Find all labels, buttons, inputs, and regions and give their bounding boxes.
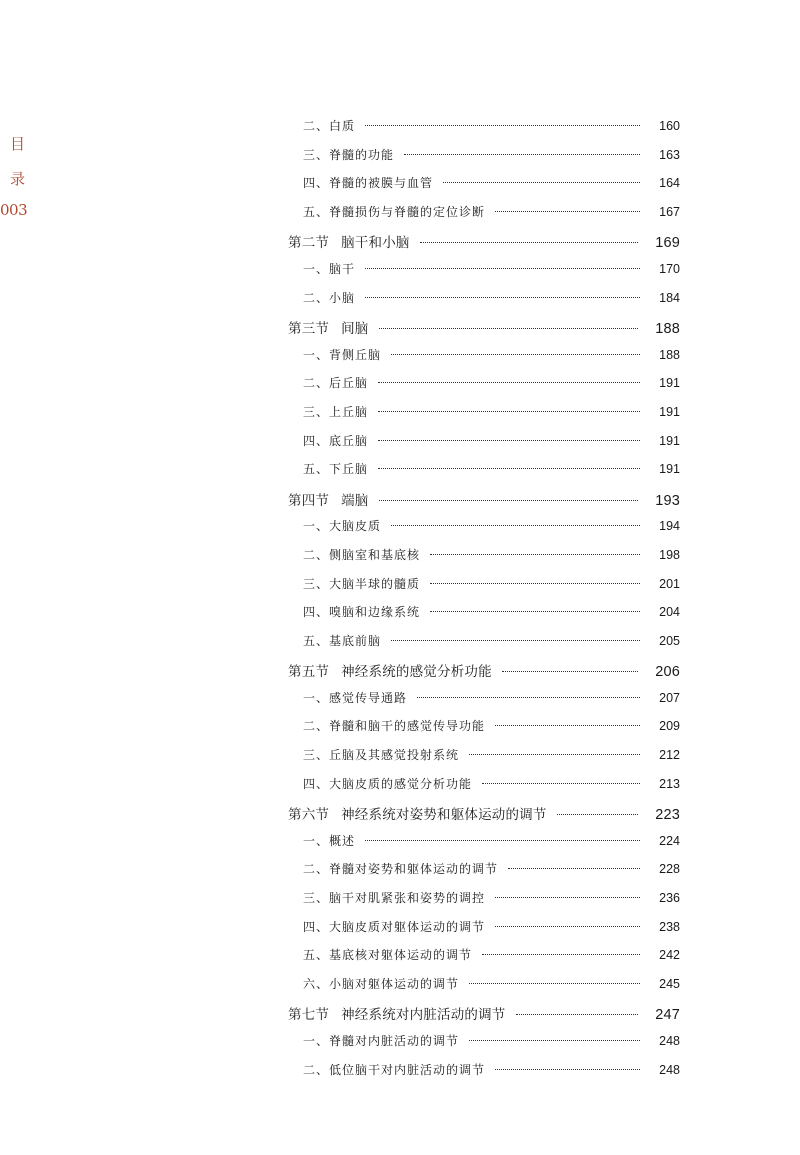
toc-page-number: 201 — [659, 576, 680, 591]
toc-page-number: 169 — [655, 235, 680, 252]
toc-section-title — [288, 231, 410, 251]
toc-leader-dots — [443, 182, 640, 183]
toc-item-row — [288, 689, 680, 718]
toc-leader-dots — [502, 671, 638, 672]
toc-leader-dots — [378, 411, 640, 412]
toc-item-row — [288, 117, 680, 146]
toc-item-row — [288, 632, 680, 661]
toc-item-title: 五、基底前脑 — [303, 633, 382, 648]
toc-leader-dots — [378, 382, 640, 383]
toc-item-row — [288, 403, 680, 432]
toc-page-number: 184 — [659, 290, 680, 305]
toc-item-title: 四、嗅脑和边缘系统 — [303, 605, 421, 620]
toc-item-row — [288, 889, 680, 918]
toc-section-row — [288, 489, 680, 518]
toc-item-title: 二、白质 — [303, 119, 356, 133]
toc-section-title — [288, 660, 492, 680]
toc-page-number: 212 — [659, 748, 680, 763]
toc-page-number: 191 — [659, 404, 680, 419]
toc-item-row — [288, 1061, 680, 1090]
page-number: 003 — [0, 201, 28, 219]
side-label-lu: 录 — [10, 170, 26, 188]
toc-item-title: 二、后丘脑 — [303, 376, 369, 391]
toc-leader-dots — [391, 354, 640, 355]
toc-leader-dots — [379, 500, 638, 501]
toc-leader-dots — [378, 468, 640, 469]
table-of-contents — [288, 117, 680, 1089]
toc-page-number: 160 — [659, 119, 680, 133]
toc-item-title: 三、丘脑及其感觉投射系统 — [303, 748, 460, 763]
toc-page-number: 213 — [659, 776, 680, 791]
toc-page-number: 207 — [659, 690, 680, 705]
toc-item-row — [288, 832, 680, 861]
toc-page-number: 164 — [659, 176, 680, 191]
toc-leader-dots — [495, 897, 640, 898]
side-label-mu: 目 — [10, 135, 26, 153]
toc-page-number: 248 — [659, 1034, 680, 1048]
toc-item-title: 四、大脑皮质的感觉分析功能 — [303, 776, 473, 791]
toc-item-row — [288, 460, 680, 489]
toc-item-row — [288, 289, 680, 318]
toc-section-name: 神经系统对内脏活动的调节 — [341, 1007, 506, 1024]
toc-section-name: 脑干和小脑 — [341, 235, 410, 252]
toc-page-number: 236 — [659, 891, 680, 906]
toc-leader-dots — [495, 926, 640, 927]
toc-leader-dots — [430, 554, 640, 555]
toc-page-number: 193 — [655, 492, 680, 509]
toc-leader-dots — [482, 954, 640, 955]
toc-item-title: 五、脊髓损伤与脊髓的定位诊断 — [303, 204, 486, 219]
toc-item-title: 一、概述 — [303, 833, 356, 848]
toc-section-name: 端脑 — [341, 492, 369, 509]
toc-leader-dots — [557, 814, 638, 815]
toc-item-row — [288, 860, 680, 889]
toc-page-number: 205 — [659, 633, 680, 648]
toc-section-name: 神经系统的感觉分析功能 — [341, 664, 492, 681]
toc-section-number: 第三节 — [288, 321, 330, 338]
toc-item-row — [288, 575, 680, 604]
toc-item-title: 二、低位脑干对内脏活动的调节 — [303, 1062, 486, 1077]
toc-section-number: 第四节 — [288, 492, 330, 509]
toc-section-title — [288, 803, 547, 823]
toc-item-row — [288, 346, 680, 375]
toc-page-number: 223 — [655, 807, 680, 824]
toc-item-title: 一、脊髓对内脏活动的调节 — [303, 1034, 460, 1048]
toc-item-title: 三、脑干对肌紧张和姿势的调控 — [303, 891, 486, 906]
toc-item-row — [288, 546, 680, 575]
toc-item-row — [288, 432, 680, 461]
toc-leader-dots — [430, 583, 640, 584]
toc-item-title: 六、小脑对躯体运动的调节 — [303, 976, 460, 991]
toc-item-row — [288, 374, 680, 403]
toc-item-title: 一、背侧丘脑 — [303, 347, 382, 362]
toc-page-number: 209 — [659, 719, 680, 734]
toc-item-row — [288, 1032, 680, 1061]
toc-page-number: 170 — [659, 261, 680, 276]
toc-leader-dots — [495, 1069, 640, 1070]
toc-section-row — [288, 660, 680, 689]
toc-item-row — [288, 517, 680, 546]
toc-item-title: 三、脊髓的功能 — [303, 147, 395, 162]
toc-item-row — [288, 717, 680, 746]
toc-page-number: 167 — [659, 204, 680, 219]
toc-item-title: 四、底丘脑 — [303, 433, 369, 448]
toc-item-title: 五、基底核对躯体运动的调节 — [303, 948, 473, 963]
toc-section-name: 间脑 — [341, 321, 369, 338]
toc-page-number: 242 — [659, 948, 680, 963]
toc-section-row — [288, 803, 680, 832]
toc-leader-dots — [379, 328, 638, 329]
toc-item-row — [288, 203, 680, 232]
toc-leader-dots — [469, 983, 640, 984]
toc-page-number: 191 — [659, 433, 680, 448]
toc-item-title: 三、上丘脑 — [303, 404, 369, 419]
toc-section-title — [288, 317, 369, 337]
toc-page-number: 248 — [659, 1062, 680, 1077]
toc-leader-dots — [420, 242, 638, 243]
toc-item-title: 二、脊髓和脑干的感觉传导功能 — [303, 719, 486, 734]
toc-item-title: 一、感觉传导通路 — [303, 690, 408, 705]
toc-page-number: 204 — [659, 605, 680, 620]
toc-item-row — [288, 746, 680, 775]
toc-section-number: 第六节 — [288, 807, 330, 824]
toc-item-title: 一、大脑皮质 — [303, 519, 382, 534]
toc-leader-dots — [482, 783, 640, 784]
toc-item-title: 四、大脑皮质对躯体运动的调节 — [303, 919, 486, 934]
toc-leader-dots — [469, 754, 640, 755]
toc-item-row — [288, 174, 680, 203]
toc-page-number: 238 — [659, 919, 680, 934]
toc-leader-dots — [495, 725, 640, 726]
toc-leader-dots — [516, 1014, 638, 1015]
toc-page-number: 188 — [659, 347, 680, 362]
toc-leader-dots — [391, 525, 640, 526]
toc-section-number: 第二节 — [288, 235, 330, 252]
toc-page-number: 191 — [659, 376, 680, 391]
toc-section-row — [288, 231, 680, 260]
toc-item-title: 一、脑干 — [303, 261, 356, 276]
toc-item-row — [288, 146, 680, 175]
toc-item-title: 三、大脑半球的髓质 — [303, 576, 421, 591]
toc-section-row — [288, 317, 680, 346]
toc-item-row — [288, 603, 680, 632]
toc-item-row — [288, 918, 680, 947]
toc-page-number: 198 — [659, 547, 680, 562]
toc-leader-dots — [417, 697, 640, 698]
toc-page-number: 194 — [659, 519, 680, 534]
toc-leader-dots — [378, 440, 640, 441]
toc-leader-dots — [469, 1040, 640, 1041]
toc-item-row — [288, 775, 680, 804]
toc-page-number: 188 — [655, 321, 680, 338]
toc-item-title: 二、小脑 — [303, 290, 356, 305]
toc-page-number: 247 — [655, 1007, 680, 1024]
toc-section-row — [288, 1003, 680, 1032]
toc-section-title — [288, 1003, 506, 1023]
toc-item-title: 二、侧脑室和基底核 — [303, 547, 421, 562]
toc-leader-dots — [495, 211, 640, 212]
toc-page-number: 245 — [659, 976, 680, 991]
toc-item-title: 二、脊髓对姿势和躯体运动的调节 — [303, 862, 499, 877]
toc-item-title: 五、下丘脑 — [303, 462, 369, 477]
toc-page-number: 224 — [659, 833, 680, 848]
toc-item-row — [288, 946, 680, 975]
toc-page-number: 163 — [659, 147, 680, 162]
toc-section-number: 第五节 — [288, 664, 330, 681]
toc-leader-dots — [365, 125, 640, 126]
toc-leader-dots — [508, 868, 640, 869]
toc-leader-dots — [430, 611, 640, 612]
toc-item-row — [288, 260, 680, 289]
toc-leader-dots — [365, 297, 640, 298]
toc-leader-dots — [391, 640, 640, 641]
toc-page-number: 191 — [659, 462, 680, 477]
toc-page-number: 206 — [655, 664, 680, 681]
toc-section-number: 第七节 — [288, 1007, 330, 1024]
toc-item-row — [288, 975, 680, 1004]
toc-leader-dots — [404, 154, 640, 155]
toc-page-number: 228 — [659, 862, 680, 877]
toc-leader-dots — [365, 840, 640, 841]
toc-section-name: 神经系统对姿势和躯体运动的调节 — [341, 807, 547, 824]
toc-item-title: 四、脊髓的被膜与血管 — [303, 176, 434, 191]
toc-section-title — [288, 489, 369, 509]
toc-leader-dots — [365, 268, 640, 269]
